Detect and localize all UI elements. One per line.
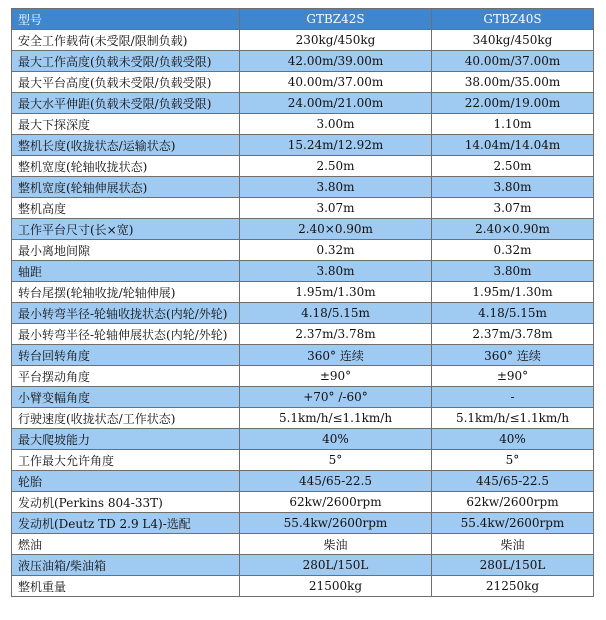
row-value-a: 2.50m: [240, 156, 432, 177]
row-value-b: 40%: [432, 429, 594, 450]
row-value-b: 3.07m: [432, 198, 594, 219]
row-label: 最大下探深度: [12, 114, 240, 135]
row-value-a: 4.18/5.15m: [240, 303, 432, 324]
row-label: 安全工作载荷(未受限/限制负载): [12, 30, 240, 51]
spec-table-body: [12, 9, 594, 597]
row-label: 最大平台高度(负载未受限/负载受限): [12, 72, 240, 93]
row-value-a: 2.37m/3.78m: [240, 324, 432, 345]
row-value-a: 0.32m: [240, 240, 432, 261]
table-row: [12, 408, 594, 429]
table-row: [12, 156, 594, 177]
table-row: [12, 198, 594, 219]
row-label: 轮胎: [12, 471, 240, 492]
table-row: [12, 576, 594, 597]
row-value-b: 280L/150L: [432, 555, 594, 576]
row-value-a: 2.40×0.90m: [240, 219, 432, 240]
row-label: 最大水平伸距(负载未受限/负载受限): [12, 93, 240, 114]
row-label: 工作平台尺寸(长×宽): [12, 219, 240, 240]
row-value-b: 0.32m: [432, 240, 594, 261]
table-row: [12, 534, 594, 555]
table-row: [12, 219, 594, 240]
table-row: [12, 471, 594, 492]
row-label: 转台回转角度: [12, 345, 240, 366]
row-label: 轴距: [12, 261, 240, 282]
row-value-b: 62kw/2600rpm: [432, 492, 594, 513]
table-row: [12, 261, 594, 282]
row-label: 行驶速度(收拢状态/工作状态): [12, 408, 240, 429]
table-row: [12, 303, 594, 324]
row-label: 转台尾摆(轮轴收拢/轮轴伸展): [12, 282, 240, 303]
row-label: 发动机(Deutz TD 2.9 L4)-选配: [12, 513, 240, 534]
row-label: 整机宽度(轮轴收拢状态): [12, 156, 240, 177]
table-row: [12, 51, 594, 72]
table-row: [12, 240, 594, 261]
table-row: [12, 387, 594, 408]
row-value-b: 1.10m: [432, 114, 594, 135]
row-label: 整机重量: [12, 576, 240, 597]
row-value-b: 14.04m/14.04m: [432, 135, 594, 156]
row-value-a: 230kg/450kg: [240, 30, 432, 51]
row-value-b: 38.00m/35.00m: [432, 72, 594, 93]
row-label: 最小转弯半径-轮轴收拢状态(内轮/外轮): [12, 303, 240, 324]
row-label: 整机长度(收拢状态/运输状态): [12, 135, 240, 156]
row-label: 燃油: [12, 534, 240, 555]
row-value-b: 55.4kw/2600rpm: [432, 513, 594, 534]
table-row: [12, 555, 594, 576]
row-value-a: ±90°: [240, 366, 432, 387]
row-value-a: 15.24m/12.92m: [240, 135, 432, 156]
table-row: [12, 450, 594, 471]
row-value-a: 5.1km/h/≤1.1km/h: [240, 408, 432, 429]
row-value-b: 3.80m: [432, 177, 594, 198]
row-value-a: 3.07m: [240, 198, 432, 219]
row-value-b: 3.80m: [432, 261, 594, 282]
header-model-b: GTBZ40S: [432, 9, 594, 30]
row-value-a: 280L/150L: [240, 555, 432, 576]
row-value-b: 2.40×0.90m: [432, 219, 594, 240]
row-label: 工作最大允许角度: [12, 450, 240, 471]
spec-table: [11, 8, 594, 597]
row-value-a: 42.00m/39.00m: [240, 51, 432, 72]
row-value-b: 2.50m: [432, 156, 594, 177]
row-value-a: 柴油: [240, 534, 432, 555]
row-value-b: 5°: [432, 450, 594, 471]
row-value-a: 40.00m/37.00m: [240, 72, 432, 93]
row-value-a: 5°: [240, 450, 432, 471]
table-row: [12, 72, 594, 93]
row-value-a: 21500kg: [240, 576, 432, 597]
table-row: [12, 345, 594, 366]
row-value-a: 3.00m: [240, 114, 432, 135]
row-value-a: +70° /-60°: [240, 387, 432, 408]
row-value-b: 4.18/5.15m: [432, 303, 594, 324]
table-row: [12, 366, 594, 387]
row-label: 平台摆动角度: [12, 366, 240, 387]
row-value-a: 445/65-22.5: [240, 471, 432, 492]
row-value-b: 40.00m/37.00m: [432, 51, 594, 72]
row-value-b: 360° 连续: [432, 345, 594, 366]
table-row: [12, 492, 594, 513]
row-value-a: 360° 连续: [240, 345, 432, 366]
row-value-a: 55.4kw/2600rpm: [240, 513, 432, 534]
table-row: [12, 282, 594, 303]
row-value-b: ±90°: [432, 366, 594, 387]
row-label: 最小转弯半径-轮轴伸展状态(内轮/外轮): [12, 324, 240, 345]
row-label: 最大爬坡能力: [12, 429, 240, 450]
row-value-b: -: [432, 387, 594, 408]
row-value-b: 5.1km/h/≤1.1km/h: [432, 408, 594, 429]
row-value-a: 3.80m: [240, 261, 432, 282]
row-value-b: 340kg/450kg: [432, 30, 594, 51]
row-value-a: 62kw/2600rpm: [240, 492, 432, 513]
row-value-a: 24.00m/21.00m: [240, 93, 432, 114]
row-label: 整机高度: [12, 198, 240, 219]
row-value-b: 柴油: [432, 534, 594, 555]
row-value-b: 2.37m/3.78m: [432, 324, 594, 345]
table-row: [12, 513, 594, 534]
row-label: 液压油箱/柴油箱: [12, 555, 240, 576]
row-label: 整机宽度(轮轴伸展状态): [12, 177, 240, 198]
row-value-a: 40%: [240, 429, 432, 450]
row-value-a: 3.80m: [240, 177, 432, 198]
table-row: [12, 324, 594, 345]
header-model-a: GTBZ42S: [240, 9, 432, 30]
table-row: [12, 30, 594, 51]
row-label: 发动机(Perkins 804-33T): [12, 492, 240, 513]
row-value-b: 22.00m/19.00m: [432, 93, 594, 114]
table-row: [12, 135, 594, 156]
table-row: [12, 177, 594, 198]
row-value-a: 1.95m/1.30m: [240, 282, 432, 303]
row-value-b: 21250kg: [432, 576, 594, 597]
table-row: [12, 429, 594, 450]
row-value-b: 1.95m/1.30m: [432, 282, 594, 303]
header-label: 型号: [12, 9, 240, 30]
row-label: 最小离地间隙: [12, 240, 240, 261]
row-value-b: 445/65-22.5: [432, 471, 594, 492]
row-label: 最大工作高度(负载未受限/负载受限): [12, 51, 240, 72]
table-row: [12, 114, 594, 135]
table-row: [12, 93, 594, 114]
spec-table-container: [11, 8, 593, 597]
row-label: 小臂变幅角度: [12, 387, 240, 408]
header-row: [12, 9, 594, 30]
